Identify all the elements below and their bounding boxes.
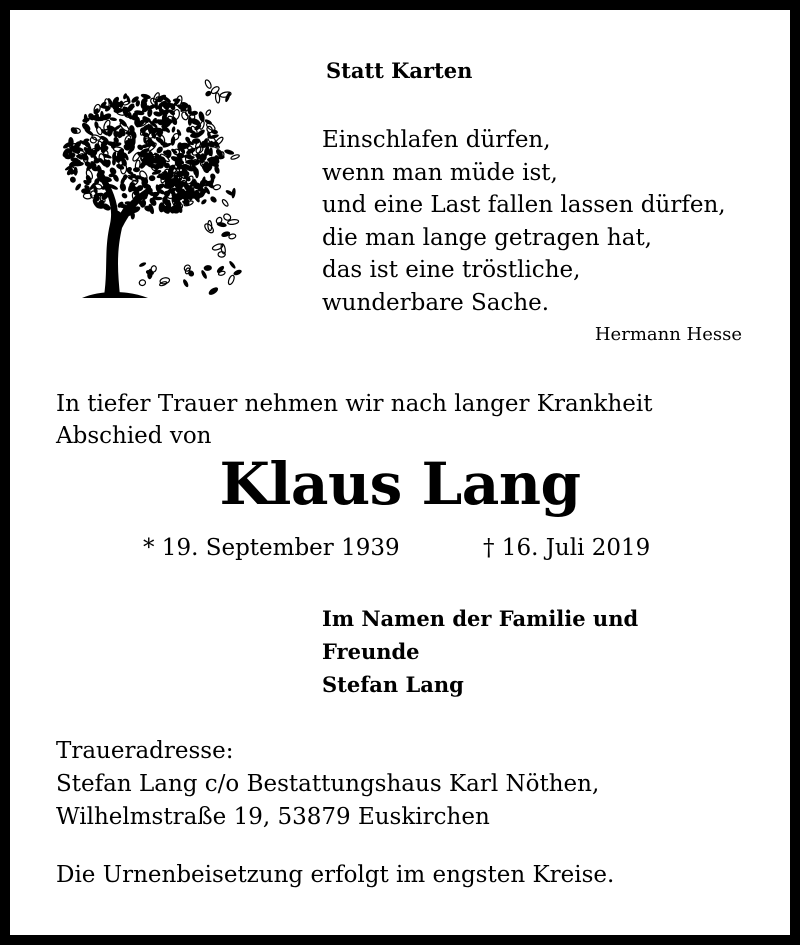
family-line: Freunde — [322, 639, 420, 664]
condolence-address — [56, 735, 599, 834]
address-line: Stefan Lang c/o Bestattungshaus Karl Nöthen, — [56, 771, 600, 797]
address-label: Traueradresse: — [56, 738, 234, 764]
address-line: Wilhelmstraße 19, 53879 Euskirchen — [56, 804, 490, 830]
poem-line: die man lange getragen hat, — [322, 224, 652, 251]
poem-author: Hermann Hesse — [594, 324, 742, 345]
poem-line: wunderbare Sache. — [322, 289, 550, 316]
birth-date: * 19. September 1939 — [143, 535, 400, 561]
burial-note: Die Urnenbeisetzung erfolgt im engsten Kreise. — [56, 862, 615, 888]
heading: Statt Karten — [326, 58, 473, 83]
intro-text: In tiefer Trauer nehmen wir nach langer Krankheit Abschied von — [56, 391, 653, 449]
family-line: Im Namen der Familie und — [322, 606, 639, 631]
family-signature — [322, 602, 638, 701]
poem — [322, 124, 726, 319]
poem-line: Einschlafen dürfen, — [322, 127, 551, 153]
family-signer: Stefan Lang — [322, 672, 464, 697]
death-date: † 16. Juli 2019 — [483, 535, 651, 561]
poem-line: wenn man müde ist, — [322, 159, 558, 186]
poem-line: das ist eine tröstliche, — [322, 257, 581, 283]
tree-leaves-icon — [52, 64, 242, 300]
deceased-name: Klaus Lang — [219, 450, 581, 518]
poem-line: und eine Last fallen lassen dürfen, — [322, 192, 726, 218]
